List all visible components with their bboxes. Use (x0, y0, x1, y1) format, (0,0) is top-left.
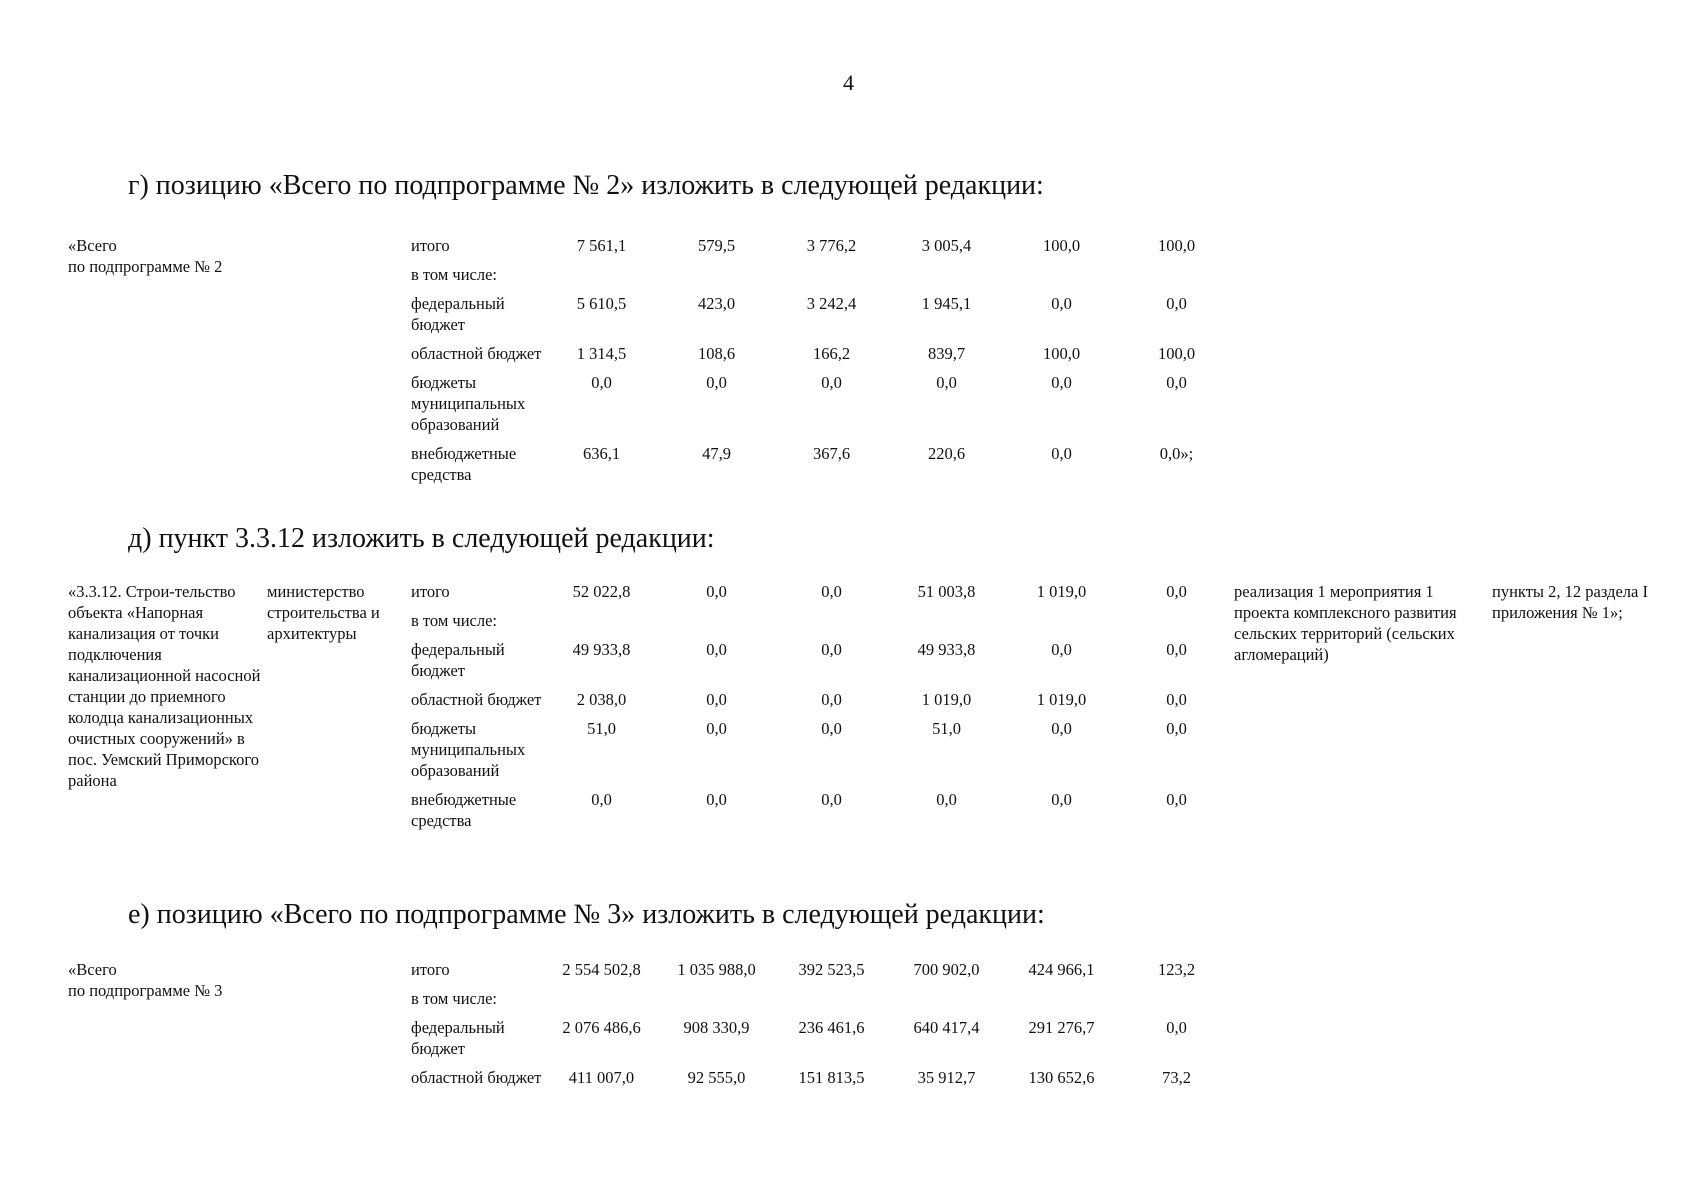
amount-cell: 579,5 (697, 236, 736, 255)
amount-cell: 51 003,8 (917, 582, 976, 601)
amount-cell: 0,0 (936, 373, 957, 392)
amount-cell (1119, 988, 1234, 1017)
amount-cell: 100,0 (1042, 344, 1081, 363)
amount-cell: 220,6 (927, 444, 966, 463)
amount-cell (659, 610, 774, 639)
amount-cell: 640 417,4 (913, 1018, 980, 1037)
amount-cell: 3 776,2 (806, 236, 857, 255)
amount-cell: 0,0 (706, 640, 727, 659)
amount-cell (889, 988, 1004, 1017)
amount-cell: 411 007,0 (568, 1068, 635, 1087)
amount-cell: 1 019,0 (1036, 690, 1087, 709)
amount-cell (544, 610, 659, 639)
section-d-heading: д) пункт 3.3.12 изложить в следующей редакции: (128, 523, 715, 554)
position-name-cell (68, 235, 267, 493)
amount-cell: 700 902,0 (913, 960, 980, 979)
amount-cell: 0,0 (591, 790, 612, 809)
section-d-table (68, 581, 1678, 839)
amount-cell: 0,0 (821, 582, 842, 601)
reference-cell: пункты 2, 12 раздела I приложения № 1»; (1492, 582, 1648, 622)
section-g-table (68, 235, 1678, 493)
section-g-table-block (68, 235, 1678, 493)
page-number: 4 (843, 70, 854, 95)
funding-source-label: в том числе: (411, 611, 498, 630)
funding-source-label: внебюджетные средства (411, 790, 517, 830)
amount-cell: 2 038,0 (576, 690, 627, 709)
amount-cell: 0,0 (1051, 640, 1072, 659)
position-name-cell (68, 959, 267, 1096)
amount-cell: 0,0 (821, 690, 842, 709)
funding-source-label: итого (411, 236, 450, 255)
position-name-line: по подпрограмме № 3 (68, 981, 223, 1000)
amount-cell (774, 988, 889, 1017)
amount-cell: 0,0 (1051, 373, 1072, 392)
amount-cell (544, 988, 659, 1017)
funding-source-label: областной бюджет (411, 344, 542, 363)
amount-cell: 51,0 (932, 719, 961, 738)
section-e-table (68, 959, 1678, 1096)
amount-cell: 0,0 (706, 582, 727, 601)
position-name-line: «Всего (68, 960, 117, 979)
amount-cell: 0,0 (1166, 373, 1187, 392)
amount-cell: 0,0 (1166, 1018, 1187, 1037)
section-e-table-block (68, 959, 1678, 1096)
position-name-cell: «3.3.12. Строи-тельство объекта «Напорная канализация от точки подключения канализационной насосной станции до приемного колодца канализационных очистных сооружений» в пос. Уемский Приморского района (68, 582, 261, 790)
amount-cell: 636,1 (582, 444, 621, 463)
amount-cell: 236 461,6 (798, 1018, 865, 1037)
funding-source-label: в том числе: (411, 265, 498, 284)
amount-cell: 0,0 (591, 373, 612, 392)
amount-cell (889, 610, 1004, 639)
amount-cell: 3 005,4 (921, 236, 972, 255)
funding-source-label: итого (411, 582, 450, 601)
amount-cell: 108,6 (697, 344, 736, 363)
amount-cell: 0,0 (706, 719, 727, 738)
amount-cell: 0,0 (706, 373, 727, 392)
amount-cell (889, 264, 1004, 293)
result-cell (1234, 959, 1492, 1096)
amount-cell: 367,6 (812, 444, 851, 463)
amount-cell: 0,0 (1166, 294, 1187, 313)
funding-source-label: федеральный бюджет (411, 294, 505, 334)
amount-cell: 839,7 (927, 344, 966, 363)
amount-cell (659, 264, 774, 293)
funding-source-label: в том числе: (411, 989, 498, 1008)
amount-cell: 908 330,9 (683, 1018, 750, 1037)
amount-cell (774, 264, 889, 293)
amount-cell: 52 022,8 (572, 582, 631, 601)
amount-cell: 1 945,1 (921, 294, 972, 313)
amount-cell: 291 276,7 (1028, 1018, 1095, 1037)
funding-source-label: областной бюджет (411, 690, 542, 709)
amount-cell: 166,2 (812, 344, 851, 363)
amount-cell: 2 076 486,6 (562, 1018, 641, 1037)
amount-cell: 49 933,8 (917, 640, 976, 659)
amount-cell: 73,2 (1162, 1068, 1191, 1087)
amount-cell: 0,0 (821, 719, 842, 738)
amount-cell: 0,0 (1166, 582, 1187, 601)
funding-source-label: областной бюджет (411, 1068, 542, 1087)
amount-cell: 0,0 (706, 790, 727, 809)
amount-cell: 0,0 (1166, 690, 1187, 709)
amount-cell: 92 555,0 (687, 1068, 746, 1087)
reference-cell (1492, 959, 1678, 1096)
amount-cell: 130 652,6 (1028, 1068, 1095, 1087)
amount-cell: 1 019,0 (1036, 582, 1087, 601)
amount-cell: 0,0 (1166, 719, 1187, 738)
amount-cell: 47,9 (702, 444, 731, 463)
amount-cell: 423,0 (697, 294, 736, 313)
funding-source-label: федеральный бюджет (411, 640, 505, 680)
amount-cell: 151 813,5 (798, 1068, 865, 1087)
amount-cell: 424 966,1 (1028, 960, 1095, 979)
amount-cell: 0,0 (1051, 719, 1072, 738)
funding-source-label: бюджеты муниципальных образований (411, 373, 526, 434)
executor-cell (267, 235, 411, 493)
amount-cell: 100,0 (1157, 344, 1196, 363)
amount-cell: 1 314,5 (576, 344, 627, 363)
amount-cell: 0,0 (821, 640, 842, 659)
amount-cell: 0,0 (1166, 640, 1187, 659)
amount-cell: 0,0 (1166, 790, 1187, 809)
position-name-line: по подпрограмме № 2 (68, 257, 223, 276)
amount-cell: 0,0»; (1159, 444, 1194, 463)
amount-cell: 5 610,5 (576, 294, 627, 313)
section-e-heading: е) позицию «Всего по подпрограмме № 3» изложить в следующей редакции: (128, 899, 1045, 930)
result-cell (1234, 235, 1492, 493)
amount-cell (774, 610, 889, 639)
amount-cell: 0,0 (936, 790, 957, 809)
amount-cell (1119, 610, 1234, 639)
amount-cell (1004, 264, 1119, 293)
amount-cell: 35 912,7 (917, 1068, 976, 1087)
amount-cell: 2 554 502,8 (562, 960, 641, 979)
amount-cell: 100,0 (1157, 236, 1196, 255)
table-row (68, 959, 1678, 988)
amount-cell: 51,0 (587, 719, 616, 738)
executor-cell (267, 959, 411, 1096)
amount-cell: 3 242,4 (806, 294, 857, 313)
amount-cell: 0,0 (821, 373, 842, 392)
amount-cell: 0,0 (1051, 294, 1072, 313)
amount-cell (1004, 988, 1119, 1017)
amount-cell (1004, 610, 1119, 639)
reference-cell (1492, 235, 1678, 493)
section-d-table-block (68, 581, 1678, 839)
table-row (68, 235, 1678, 264)
section-g-heading: г) позицию «Всего по подпрограмме № 2» изложить в следующей редакции: (128, 170, 1044, 201)
amount-cell: 123,2 (1157, 960, 1196, 979)
amount-cell: 0,0 (1051, 790, 1072, 809)
amount-cell (659, 988, 774, 1017)
amount-cell: 0,0 (706, 690, 727, 709)
table-row (68, 581, 1678, 610)
amount-cell: 49 933,8 (572, 640, 631, 659)
amount-cell: 392 523,5 (798, 960, 865, 979)
result-cell: реализация 1 мероприятия 1 проекта комплексного развития сельских территорий (сельских агломераций) (1234, 582, 1457, 664)
amount-cell: 100,0 (1042, 236, 1081, 255)
executor-cell: министерство строительства и архитектуры (267, 582, 380, 643)
amount-cell: 1 035 988,0 (677, 960, 756, 979)
funding-source-label: итого (411, 960, 450, 979)
amount-cell: 0,0 (821, 790, 842, 809)
amount-cell: 0,0 (1051, 444, 1072, 463)
amount-cell (544, 264, 659, 293)
funding-source-label: бюджеты муниципальных образований (411, 719, 526, 780)
amount-cell: 1 019,0 (921, 690, 972, 709)
amount-cell (1119, 264, 1234, 293)
amount-cell: 7 561,1 (576, 236, 627, 255)
position-name-line: «Всего (68, 236, 117, 255)
funding-source-label: внебюджетные средства (411, 444, 517, 484)
funding-source-label: федеральный бюджет (411, 1018, 505, 1058)
